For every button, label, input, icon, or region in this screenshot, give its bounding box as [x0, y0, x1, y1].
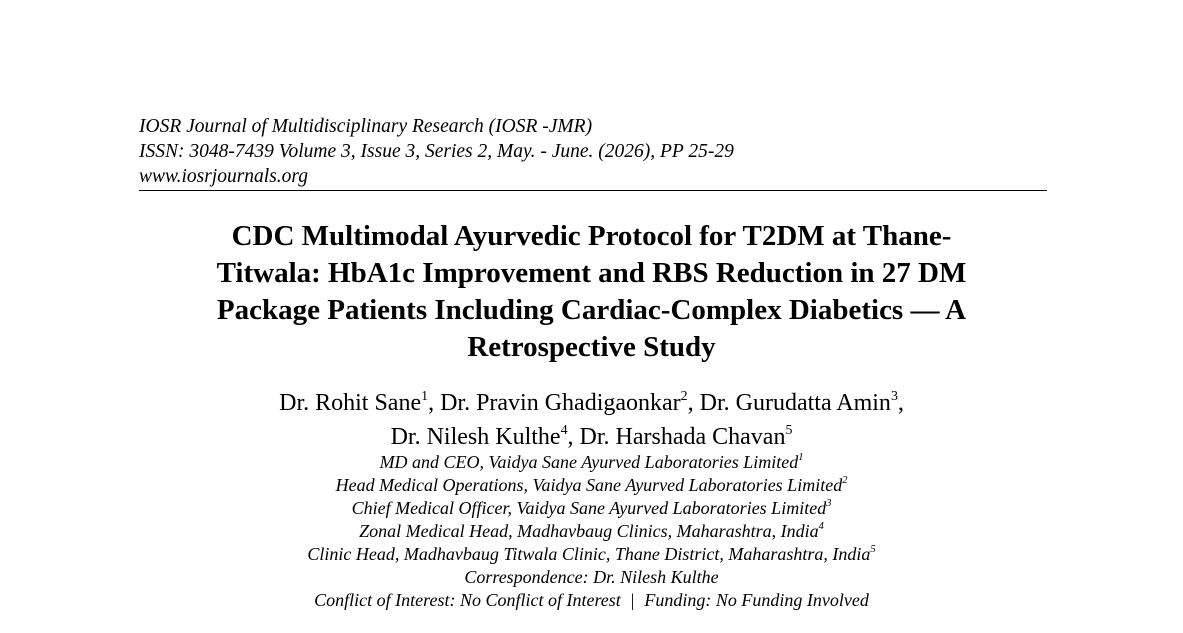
affiliation-line — [140, 474, 1043, 497]
affiliation-list — [140, 451, 1043, 612]
author-line — [140, 386, 1043, 420]
title-line: Retrospective Study — [467, 331, 716, 363]
affiliation-line — [140, 520, 1043, 543]
author-separator: , — [567, 424, 580, 450]
affiliation-text: Head Medical Operations, Vaidya Sane Ayurved Laboratories Limited — [335, 475, 843, 495]
author-name — [580, 424, 793, 450]
journal-name: IOSR Journal of Multidisciplinary Research (IOSR -JMR) — [139, 116, 593, 137]
affiliation-marker: 3 — [826, 498, 832, 510]
affiliation-text: Clinic Head, Madhavbaug Titwala Clinic, Thane District, Maharashtra, India — [307, 544, 871, 564]
author-name-text: Dr. Pravin Ghadigaonkar — [440, 390, 681, 416]
affiliation-line — [140, 451, 1043, 474]
disclosure-separator: | — [630, 590, 635, 610]
author-separator: , — [687, 390, 700, 416]
title-line: CDC Multimodal Ayurvedic Protocol for T2DM at Thane- — [231, 220, 952, 252]
author-affiliation-marker: 2 — [680, 389, 688, 405]
correspondence-line: Correspondence: Dr. Nilesh Kulthe — [464, 567, 719, 587]
author-name — [279, 390, 428, 416]
author-name — [440, 390, 688, 416]
author-name — [391, 424, 568, 450]
author-separator: , — [428, 390, 441, 416]
affiliation-text: Zonal Medical Head, Madhavbaug Clinics, Maharashtra, India — [359, 521, 819, 541]
author-separator: , — [897, 390, 904, 416]
affiliation-line — [140, 543, 1043, 566]
affiliation-line — [140, 497, 1043, 520]
author-name-text: Dr. Rohit Sane — [279, 390, 422, 416]
header-divider — [139, 190, 1047, 191]
affiliation-marker: 2 — [842, 475, 848, 487]
author-line — [140, 420, 1043, 454]
author-name-text: Dr. Gurudatta Amin — [699, 390, 891, 416]
author-name-text: Dr. Nilesh Kulthe — [390, 424, 561, 450]
author-name-text: Dr. Harshada Chavan — [579, 424, 786, 450]
journal-header — [139, 114, 1047, 189]
paper-title — [140, 218, 1043, 366]
author-list — [140, 386, 1043, 454]
affiliation-marker: 4 — [818, 521, 824, 533]
journal-issn-line: ISSN: 3048-7439 Volume 3, Issue 3, Series 2, May. - June. (2026), PP 25-29 — [139, 141, 734, 162]
disclosure-line — [140, 589, 1043, 612]
affiliation-text: MD and CEO, Vaidya Sane Ayurved Laboratories Limited — [379, 452, 799, 472]
author-affiliation-marker: 3 — [890, 389, 898, 405]
title-line: Package Patients Including Cardiac-Complex Diabetics — A — [216, 294, 967, 326]
author-affiliation-marker: 1 — [421, 389, 429, 405]
author-affiliation-marker: 5 — [785, 423, 793, 439]
affiliation-marker: 1 — [798, 452, 804, 464]
affiliation-marker: 5 — [870, 544, 876, 556]
funding-statement: Funding: No Funding Involved — [644, 590, 869, 610]
author-name — [700, 390, 898, 416]
title-line: Titwala: HbA1c Improvement and RBS Reduction in 27 DM — [216, 257, 967, 289]
author-affiliation-marker: 4 — [560, 423, 568, 439]
affiliation-text: Chief Medical Officer, Vaidya Sane Ayurved Laboratories Limited — [351, 498, 827, 518]
journal-website: www.iosrjournals.org — [139, 166, 309, 187]
conflict-of-interest: Conflict of Interest: No Conflict of Interest — [314, 590, 621, 610]
